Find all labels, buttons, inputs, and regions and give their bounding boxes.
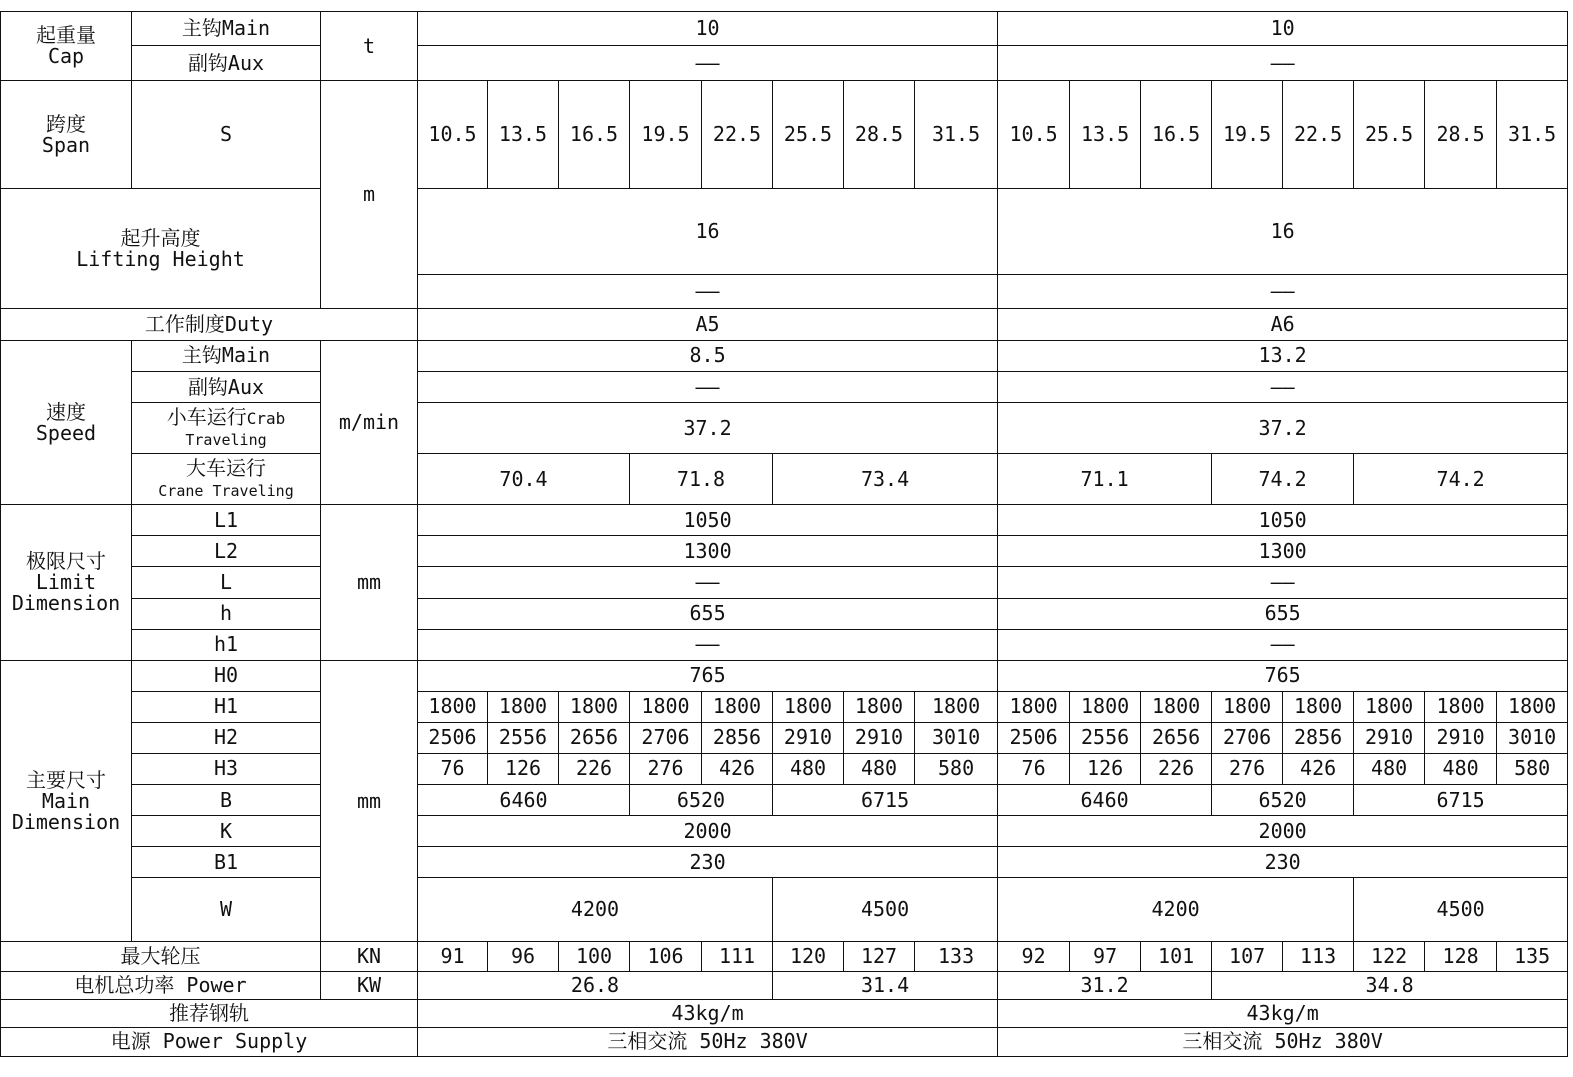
cell: 16.5 <box>559 81 630 189</box>
cell: 10 <box>418 12 998 46</box>
span-symbol: S <box>132 81 321 189</box>
cell: 19.5 <box>630 81 702 189</box>
limit-row <box>1 629 1568 660</box>
span-unit: m <box>321 81 418 309</box>
cell: 6520 <box>1212 785 1354 816</box>
cell: 126 <box>488 753 559 784</box>
cell: 4500 <box>773 878 998 942</box>
main-dim-label-cn: 主要尺寸 <box>26 767 106 792</box>
cap-label-cn: 起重量 <box>36 23 96 48</box>
cell: 655 <box>418 598 998 629</box>
wheel-load-label: 最大轮压 <box>1 942 321 971</box>
duty-label: 工作制度Duty <box>1 308 418 340</box>
cell: 765 <box>418 660 998 691</box>
speed-unit: m/min <box>321 340 418 504</box>
limit-label-en2: Dimension <box>11 591 121 616</box>
limit-row-label: h1 <box>132 629 321 660</box>
lifting-label-en: Lifting Height <box>76 246 245 271</box>
span-row <box>1 81 1568 189</box>
cell: 135 <box>1497 942 1568 971</box>
cell: 580 <box>915 753 998 784</box>
main-dim-b-row <box>1 785 1568 816</box>
cell: 1800 <box>844 691 915 722</box>
cell: 19.5 <box>1212 81 1283 189</box>
cell: 4200 <box>998 878 1354 942</box>
cell: 2856 <box>1283 722 1354 753</box>
cell: 1800 <box>1354 691 1425 722</box>
cell: 1300 <box>998 536 1568 567</box>
crane-label-cn: 大车运行 <box>186 456 266 481</box>
crab-label-cn: 小车运行 <box>166 405 247 430</box>
cell: 1800 <box>1425 691 1497 722</box>
lifting-header <box>1 189 321 308</box>
main-dim-h2-row <box>1 722 1568 753</box>
lifting-label-cn: 起升高度 <box>120 225 201 250</box>
k-label: K <box>132 816 321 847</box>
power-label: 电机总功率 Power <box>1 971 321 999</box>
speed-label-en: Speed <box>35 420 97 445</box>
speed-header <box>1 340 132 504</box>
main-dim-header <box>1 660 132 942</box>
main-dim-label-en1: Main <box>41 788 91 813</box>
cell: 2910 <box>1354 722 1425 753</box>
h0-label: H0 <box>132 660 321 691</box>
cell: 三相交流 50Hz 380V <box>418 1027 998 1056</box>
rail-row <box>1 999 1568 1027</box>
cell: 1800 <box>630 691 702 722</box>
cell: 101 <box>1141 942 1212 971</box>
cell: 128 <box>1425 942 1497 971</box>
cell: —— <box>418 46 998 81</box>
limit-row <box>1 567 1568 598</box>
cell: 113 <box>1283 942 1354 971</box>
cell: 111 <box>702 942 773 971</box>
cell: 2556 <box>1070 722 1141 753</box>
cell: 2506 <box>998 722 1070 753</box>
main-dim-unit: mm <box>321 660 418 942</box>
rail-label: 推荐钢轨 <box>1 999 418 1027</box>
cell: 25.5 <box>1354 81 1425 189</box>
cell: 31.5 <box>915 81 998 189</box>
cell: 26.8 <box>418 971 773 999</box>
cell: 37.2 <box>998 403 1568 454</box>
cell: 71.1 <box>998 454 1212 505</box>
cell: 480 <box>1354 753 1425 784</box>
duty-row <box>1 308 1568 340</box>
cell: —— <box>418 629 998 660</box>
span-label-en: Span <box>41 132 91 157</box>
cell: 43kg/m <box>418 999 998 1027</box>
cell: 1800 <box>1070 691 1141 722</box>
main-dim-h0-row <box>1 660 1568 691</box>
main-dim-h1-row <box>1 691 1568 722</box>
cell: 426 <box>1283 753 1354 784</box>
cell: 25.5 <box>773 81 844 189</box>
cell: —— <box>418 371 998 402</box>
limit-row <box>1 505 1568 536</box>
cell: 16 <box>998 189 1568 274</box>
power-unit: KW <box>321 971 418 999</box>
limit-row <box>1 536 1568 567</box>
cell: 230 <box>998 847 1568 878</box>
cell: 70.4 <box>418 454 630 505</box>
cell: 34.8 <box>1212 971 1568 999</box>
cell: 1800 <box>418 691 488 722</box>
cell: 2706 <box>630 722 702 753</box>
cell: 1800 <box>488 691 559 722</box>
speed-main-row <box>1 340 1568 371</box>
main-dim-w-row <box>1 878 1568 942</box>
limit-row <box>1 598 1568 629</box>
cell: 480 <box>844 753 915 784</box>
cell: 三相交流 50Hz 380V <box>998 1027 1568 1056</box>
cap-label-en: Cap <box>47 44 85 69</box>
cell: 91 <box>418 942 488 971</box>
cell: 22.5 <box>1283 81 1354 189</box>
cell: 126 <box>1070 753 1141 784</box>
cell: 1300 <box>418 536 998 567</box>
cell: 2910 <box>844 722 915 753</box>
cell: 2506 <box>418 722 488 753</box>
crane-spec-table <box>0 11 1568 1057</box>
cell: 6460 <box>418 785 630 816</box>
cell: 133 <box>915 942 998 971</box>
cell: 6520 <box>630 785 773 816</box>
cell: 76 <box>418 753 488 784</box>
cell: 31.2 <box>998 971 1212 999</box>
cell: 2706 <box>1212 722 1283 753</box>
cell: 276 <box>1212 753 1283 784</box>
limit-header <box>1 505 132 660</box>
cell: 2856 <box>702 722 773 753</box>
cell: 2656 <box>559 722 630 753</box>
cell: 6460 <box>998 785 1212 816</box>
speed-label-cn: 速度 <box>46 399 86 424</box>
wheel-load-unit: KN <box>321 942 418 971</box>
cell: 100 <box>559 942 630 971</box>
cell: 1050 <box>418 505 998 536</box>
limit-unit: mm <box>321 505 418 660</box>
speed-aux-row <box>1 371 1568 402</box>
cell: 16 <box>418 189 998 274</box>
cell: 28.5 <box>844 81 915 189</box>
cell: 426 <box>702 753 773 784</box>
cell: 74.2 <box>1212 454 1354 505</box>
cell: —— <box>418 567 998 598</box>
cell: 71.8 <box>630 454 773 505</box>
limit-row-label: h <box>132 598 321 629</box>
b-label: B <box>132 785 321 816</box>
cap-main-row <box>1 12 1568 46</box>
cell: 8.5 <box>418 340 998 371</box>
h2-label: H2 <box>132 722 321 753</box>
main-dim-label-en2: Dimension <box>11 809 121 834</box>
cell: 2910 <box>1425 722 1497 753</box>
cell: 107 <box>1212 942 1283 971</box>
main-dim-h3-row <box>1 753 1568 784</box>
crane-label-en: Crane Traveling <box>158 482 294 501</box>
cell: —— <box>998 46 1568 81</box>
cell: 2000 <box>998 816 1568 847</box>
cell: 92 <box>998 942 1070 971</box>
speed-main-label: 主钩Main <box>132 340 321 371</box>
cell: 1800 <box>773 691 844 722</box>
w-label: W <box>132 878 321 942</box>
cell: 96 <box>488 942 559 971</box>
cell: 655 <box>998 598 1568 629</box>
cell: 226 <box>559 753 630 784</box>
cell: 6715 <box>1354 785 1568 816</box>
cell: 120 <box>773 942 844 971</box>
cell: 1800 <box>1141 691 1212 722</box>
span-label-cn: 跨度 <box>46 111 86 136</box>
cell: 1800 <box>1497 691 1568 722</box>
cell: 97 <box>1070 942 1141 971</box>
cap-header <box>1 12 132 81</box>
cell: 4200 <box>418 878 773 942</box>
cell: 4500 <box>1354 878 1568 942</box>
cell: 765 <box>998 660 1568 691</box>
power-row <box>1 971 1568 999</box>
supply-row <box>1 1027 1568 1056</box>
limit-label-cn: 极限尺寸 <box>26 549 106 574</box>
cell: 13.5 <box>488 81 559 189</box>
cell: 127 <box>844 942 915 971</box>
b1-label: B1 <box>132 847 321 878</box>
cell: 1800 <box>1212 691 1283 722</box>
cap-unit: t <box>321 12 418 81</box>
main-dim-b1-row <box>1 847 1568 878</box>
cell: 73.4 <box>773 454 998 505</box>
cap-aux-label: 副钩Aux <box>132 46 321 81</box>
span-header <box>1 81 132 189</box>
limit-row-label: L <box>132 567 321 598</box>
cell: 1800 <box>915 691 998 722</box>
cap-aux-row <box>1 46 1568 81</box>
h3-label: H3 <box>132 753 321 784</box>
limit-row-label: L2 <box>132 536 321 567</box>
cell: 31.5 <box>1497 81 1568 189</box>
wheel-load-row <box>1 942 1568 971</box>
cell: —— <box>418 274 998 308</box>
cell: 480 <box>773 753 844 784</box>
cell: 2910 <box>773 722 844 753</box>
cell: 3010 <box>1497 722 1568 753</box>
cell: 480 <box>1425 753 1497 784</box>
h1-label: H1 <box>132 691 321 722</box>
cell: A6 <box>998 308 1568 340</box>
main-dim-k-row <box>1 816 1568 847</box>
cell: 10.5 <box>418 81 488 189</box>
speed-aux-label: 副钩Aux <box>132 371 321 402</box>
cell: 276 <box>630 753 702 784</box>
cell: 13.2 <box>998 340 1568 371</box>
cell: 1800 <box>559 691 630 722</box>
cell: —— <box>998 567 1568 598</box>
cell: 10 <box>998 12 1568 46</box>
cell: —— <box>998 274 1568 308</box>
crane-row <box>1 454 1568 505</box>
cell: 13.5 <box>1070 81 1141 189</box>
cell: 2000 <box>418 816 998 847</box>
cell: 16.5 <box>1141 81 1212 189</box>
cell: 580 <box>1497 753 1568 784</box>
cell: 2656 <box>1141 722 1212 753</box>
cell: —— <box>998 629 1568 660</box>
cell: 230 <box>418 847 998 878</box>
cell: 1050 <box>998 505 1568 536</box>
cell: 28.5 <box>1425 81 1497 189</box>
crab-row <box>1 403 1568 454</box>
cell: 2556 <box>488 722 559 753</box>
cell: 22.5 <box>702 81 773 189</box>
cell: 106 <box>630 942 702 971</box>
crab-label-en: Crab <box>246 409 286 429</box>
cell: —— <box>998 371 1568 402</box>
cell: 226 <box>1141 753 1212 784</box>
cell: 6715 <box>773 785 998 816</box>
cell: 3010 <box>915 722 998 753</box>
cell: 1800 <box>1283 691 1354 722</box>
cell: 1800 <box>702 691 773 722</box>
cap-main-label: 主钩Main <box>132 12 321 46</box>
cell: 31.4 <box>773 971 998 999</box>
cell: 76 <box>998 753 1070 784</box>
supply-label: 电源 Power Supply <box>1 1027 418 1056</box>
cell: 10.5 <box>998 81 1070 189</box>
cell: 74.2 <box>1354 454 1568 505</box>
crab-label-en2: Traveling <box>185 431 267 450</box>
crane-label <box>132 454 321 505</box>
cell: 43kg/m <box>998 999 1568 1027</box>
cell: 37.2 <box>418 403 998 454</box>
limit-label-en1: Limit <box>35 570 97 595</box>
cell: 1800 <box>998 691 1070 722</box>
cell: A5 <box>418 308 998 340</box>
crab-label <box>132 403 321 454</box>
lifting-main-row <box>1 189 1568 274</box>
cell: 122 <box>1354 942 1425 971</box>
limit-row-label: L1 <box>132 505 321 536</box>
